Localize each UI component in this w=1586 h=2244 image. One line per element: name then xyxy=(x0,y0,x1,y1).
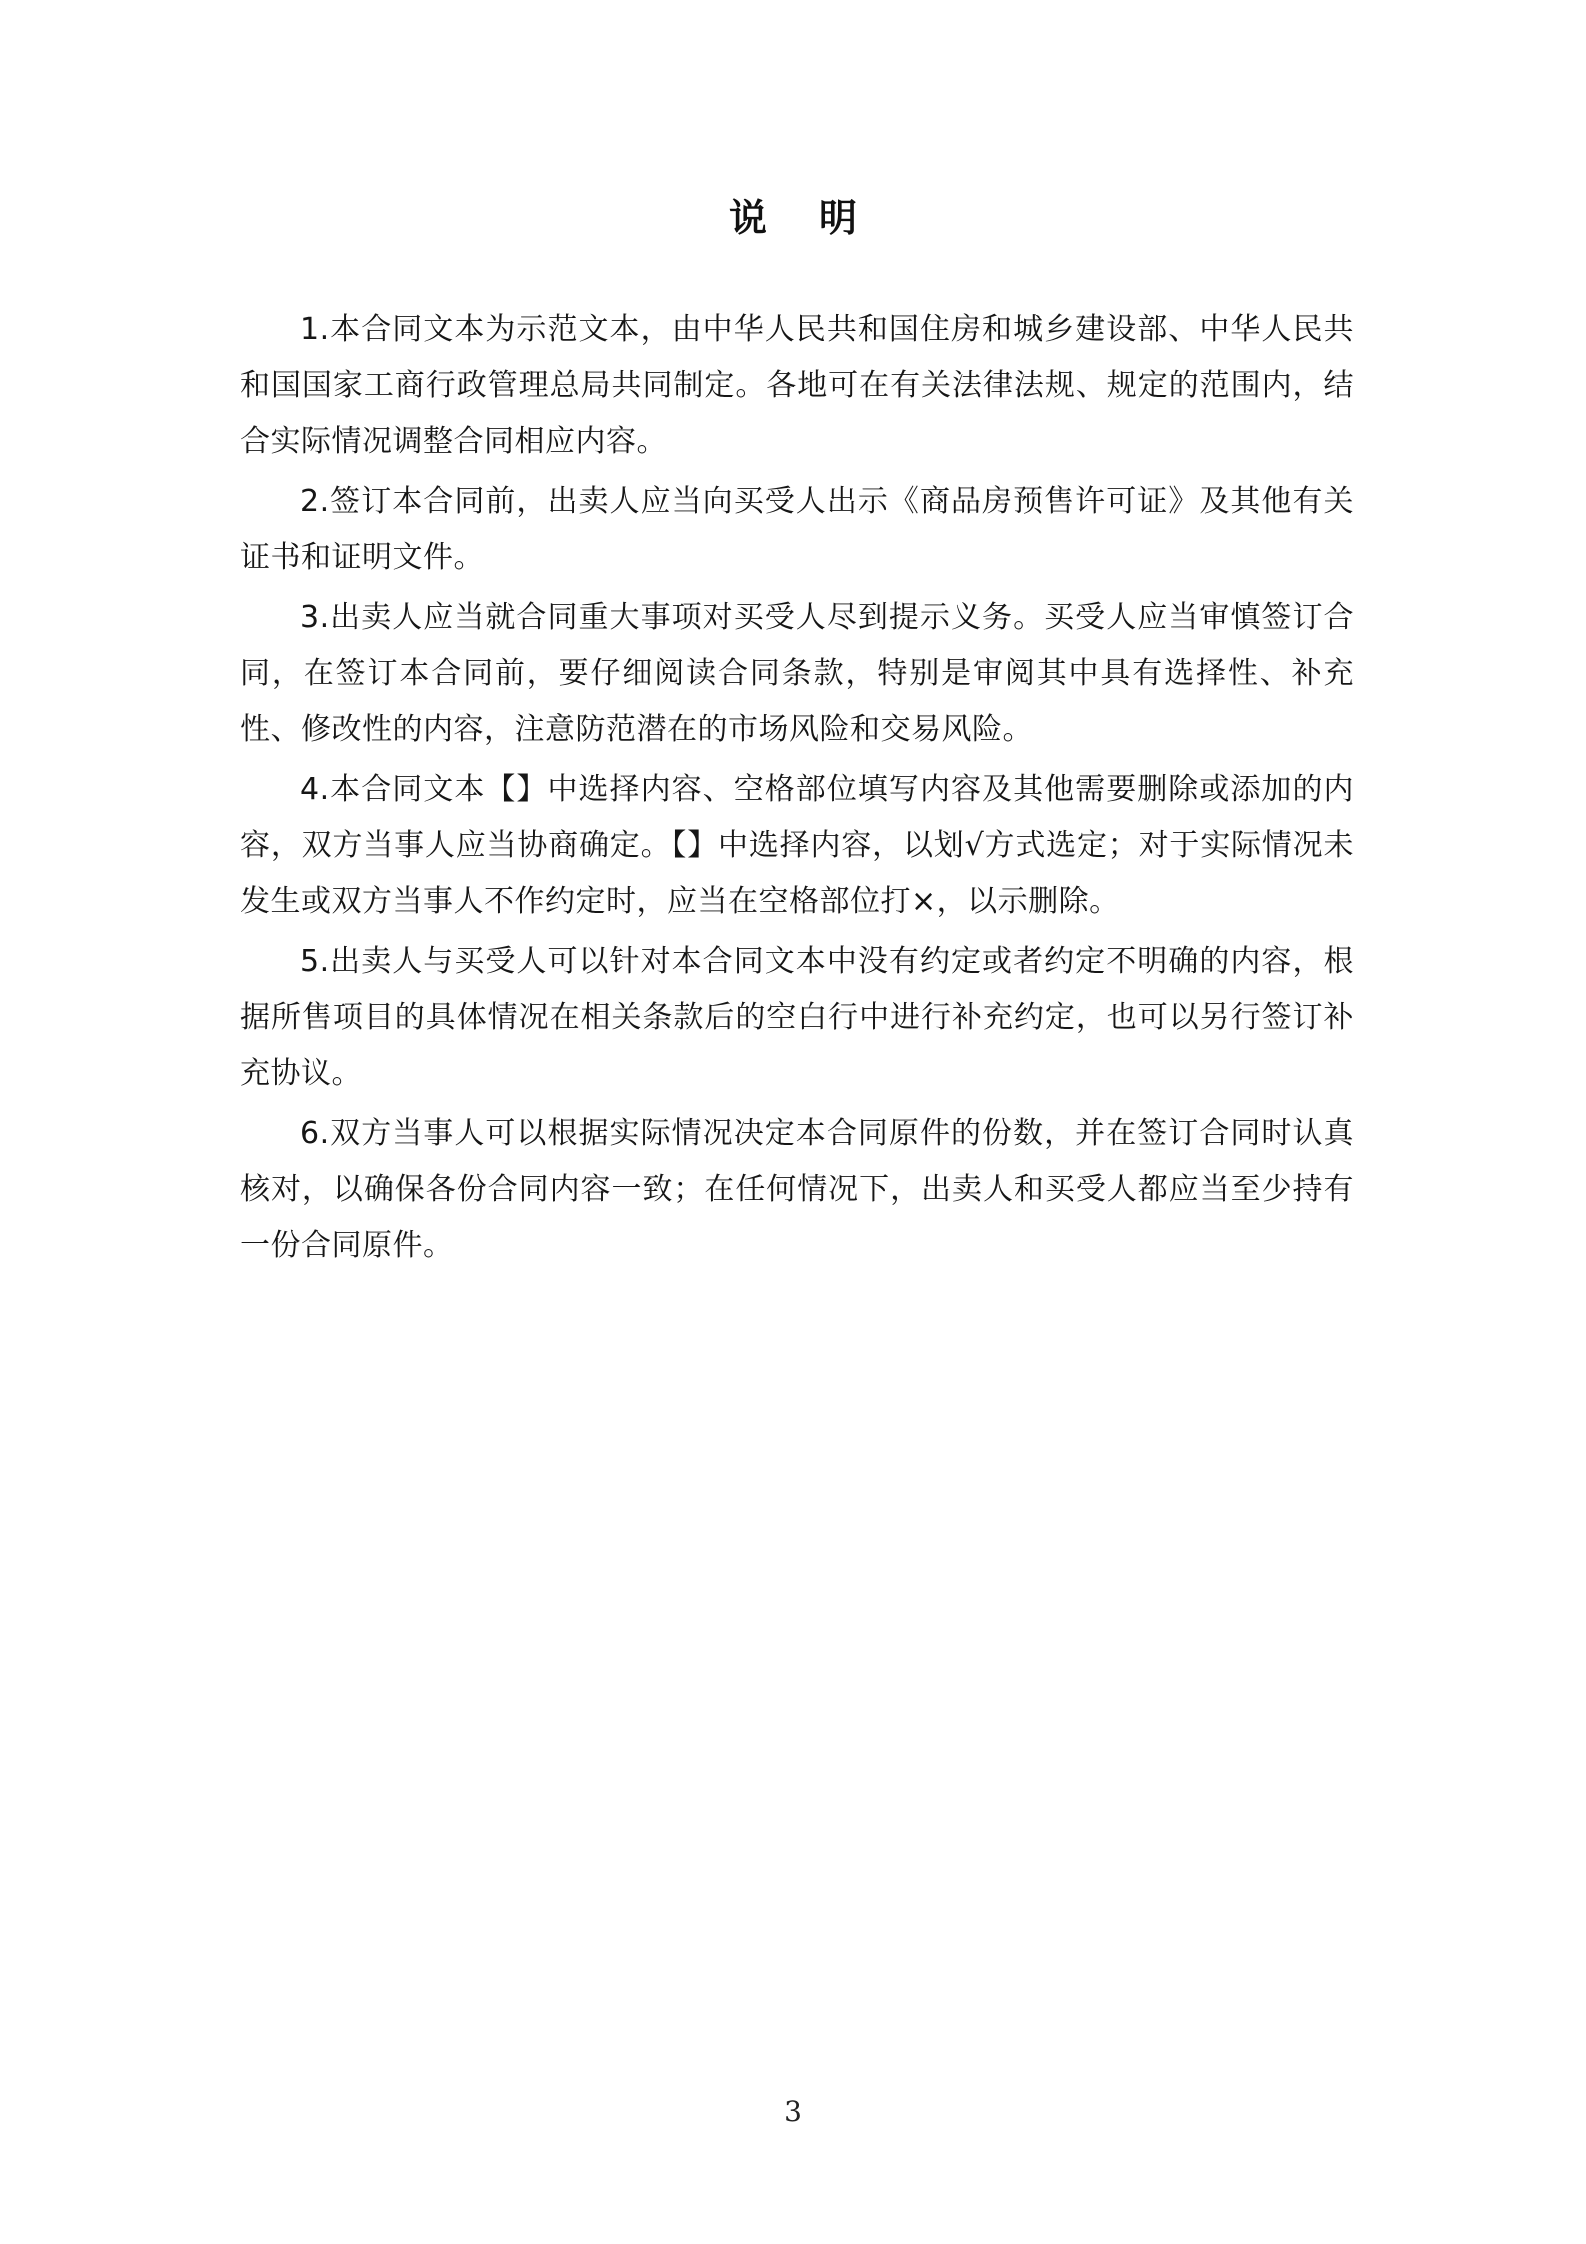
paragraph-3: 3.出卖人应当就合同重大事项对买受人尽到提示义务。买受人应当审慎签订合同，在签订本合同前，要仔细阅读合同条款，特别是审阅其中具有选择性、补充性、修改性的内容，注意防范潜在的市场风险和交易风险。 xyxy=(240,600,1354,747)
paragraph-6: 6.双方当事人可以根据实际情况决定本合同原件的份数，并在签订合同时认真核对，以确保各份合同内容一致；在任何情况下，出卖人和买受人都应当至少持有一份合同原件。 xyxy=(240,1116,1354,1263)
paragraph-1: 1.本合同文本为示范文本，由中华人民共和国住房和城乡建设部、中华人民共和国国家工商行政管理总局共同制定。各地可在有关法律法规、规定的范围内，结合实际情况调整合同相应内容。 xyxy=(240,312,1354,459)
document-body xyxy=(240,302,1354,1278)
page-title: 说明 xyxy=(728,196,909,240)
paragraph-4: 4.本合同文本【】中选择内容、空格部位填写内容及其他需要删除或添加的内容，双方当事人应当协商确定。【】中选择内容，以划√方式选定；对于实际情况未发生或双方当事人不作约定时，应当在空格部位打×，以示删除。 xyxy=(240,772,1354,919)
paragraph-5: 5.出卖人与买受人可以针对本合同文本中没有约定或者约定不明确的内容，根据所售项目的具体情况在相关条款后的空白行中进行补充约定，也可以另行签订补充协议。 xyxy=(240,944,1354,1091)
paragraph-2: 2.签订本合同前，出卖人应当向买受人出示《商品房预售许可证》及其他有关证书和证明文件。 xyxy=(240,484,1354,575)
page-number: 3 xyxy=(784,2095,802,2128)
